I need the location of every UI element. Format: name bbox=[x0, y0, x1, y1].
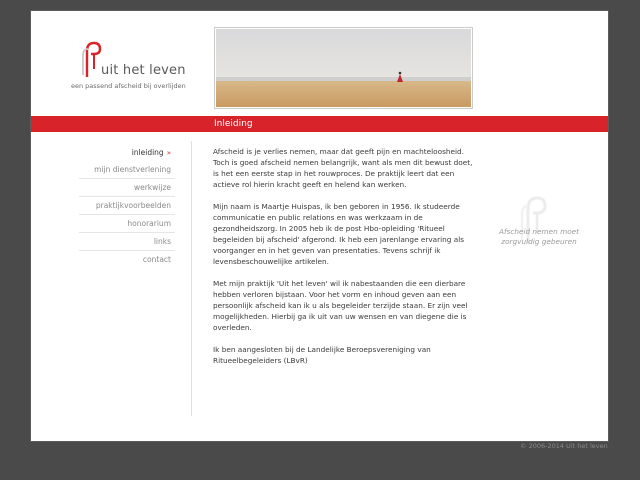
nav-item-links[interactable]: links bbox=[79, 234, 175, 251]
content-paragraph: Mijn naam is Maartje Huispas, ik ben geboren in 1956. Ik studeerde communicatie en public relations en was werkzaam in de gezondheidszorg. In 2005 heb ik de post Hbo-opleiding 'Ritueel begeleiden bij afscheid' afgerond. Ik heb een jarenlange ervaring als voorganger en in het geven van presentaties. Tevens schrijf ik levensbeschouwelijke artikelen. bbox=[213, 202, 465, 266]
section-title: Inleiding bbox=[214, 119, 253, 129]
page-container bbox=[30, 10, 609, 442]
main-content bbox=[213, 146, 473, 377]
logo-text: uit het leven bbox=[101, 63, 186, 78]
nav-item-inleiding[interactable] bbox=[79, 145, 175, 161]
site-logo[interactable] bbox=[81, 39, 211, 99]
quote-block bbox=[489, 193, 589, 263]
content-paragraph: Afscheid is je verlies nemen, maar dat geeft pijn en machteloosheid. Toch is goed afscheid nemen belangrijk, want als men dit bewust doet, is het een eerste stap in het rouwproces. De praktijk leert dat een actieve rol hierin kracht geeft en helend kan werken. bbox=[213, 147, 473, 189]
active-marker-icon: » bbox=[166, 149, 171, 157]
nav-item-werkwijze[interactable]: werkwijze bbox=[79, 180, 175, 197]
nav-item-praktijkvoorbeelden[interactable]: praktijkvoorbeelden bbox=[79, 198, 175, 215]
nav-item-contact[interactable]: contact bbox=[142, 255, 171, 264]
quote-text: Afscheid nemen moet zorgvuldig gebeuren bbox=[498, 227, 580, 246]
sidebar-nav bbox=[79, 145, 175, 269]
site-tagline: een passend afscheid bij overlijden bbox=[71, 82, 186, 90]
column-divider bbox=[191, 141, 192, 416]
content-paragraph: Ik ben aangesloten bij de Landelijke Beroepsvereniging van Ritueelbegeleiders (LBvR) bbox=[213, 345, 431, 365]
content-paragraph: Met mijn praktijk 'Uit het leven' wil ik nabestaanden die een dierbare hebben verloren bijstaan. Voor het vorm en inhoud geven aan een persoonlijk afscheid kan ik u als begeleider terzijde staan. Er zijn veel mogelijkheden. Hierbij ga ik uit van uw wensen en van diegene die is overleden. bbox=[213, 279, 468, 332]
nav-item-honorarium[interactable]: honorarium bbox=[79, 216, 175, 233]
logo-mark-icon bbox=[81, 39, 103, 79]
nav-item-mijn-dienstverlening[interactable]: mijn dienstverlening bbox=[79, 162, 175, 179]
footer-copyright: © 2006-2014 Uit het leven bbox=[520, 442, 608, 450]
nav-item-label: inleiding bbox=[131, 148, 164, 157]
section-title-bar bbox=[31, 116, 608, 132]
hero-image bbox=[214, 27, 473, 109]
